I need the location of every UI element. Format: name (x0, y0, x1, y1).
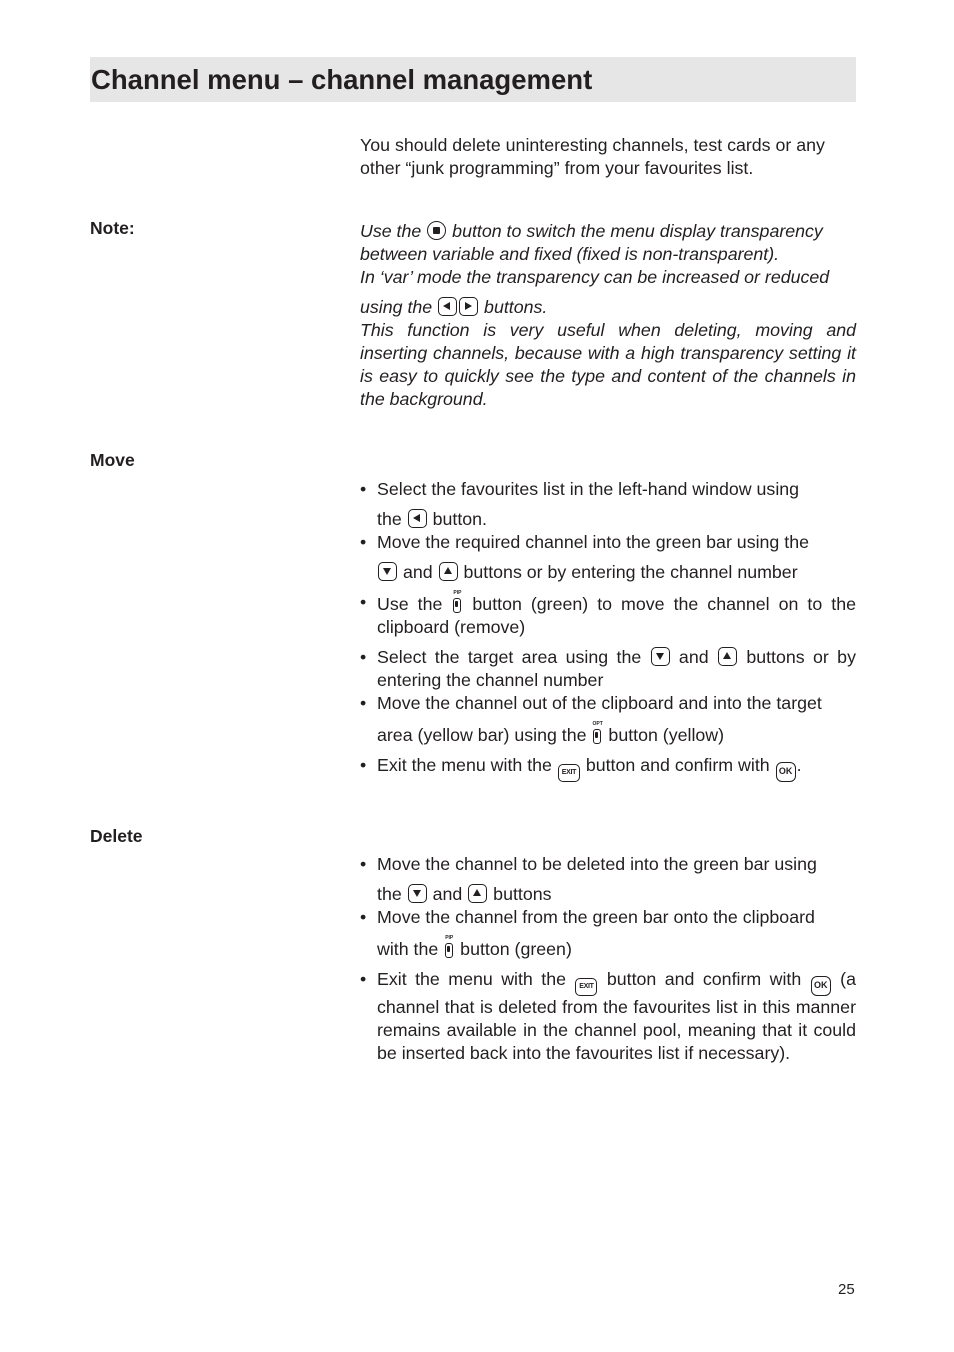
opt-yellow-button-icon: OPT (592, 722, 602, 746)
list-item: • Move the channel to be deleted into the green bar using the and buttons (360, 853, 856, 906)
ok-button-icon: OK (776, 762, 796, 782)
move-label: Move (90, 450, 135, 470)
exit-button-icon: EXIT (558, 764, 580, 782)
note-line: using the buttons. (360, 297, 548, 317)
left-arrow-button-icon (408, 509, 427, 528)
intro-paragraph (360, 134, 856, 180)
list-item: • Move the channel from the green bar onto the clipboard with the PIP button (green) (360, 906, 856, 961)
up-arrow-button-icon (718, 647, 737, 666)
page-title-bar (90, 57, 856, 102)
note-line: Use the button to switch the menu display transparency (360, 221, 823, 241)
note-line: In ‘var’ mode the transparency can be increased or reduced (360, 267, 830, 287)
note-text (360, 220, 856, 411)
down-arrow-button-icon (378, 562, 397, 581)
pip-green-button-icon: PIP (452, 591, 462, 615)
exit-button-icon: EXIT (575, 978, 597, 996)
list-item: • Select the favourites list in the left-hand window using the button. (360, 478, 856, 531)
list-item: • Use the PIP button (green) to move the channel on to the clipboard (remove) (360, 591, 856, 639)
list-item: • Move the channel out of the clipboard and into the target area (yellow bar) using the OPT button (yellow) (360, 692, 856, 747)
intro-text: You should delete uninteresting channels, test cards or any other “junk programming” from your favourites list. (360, 135, 825, 178)
list-item: • Exit the menu with the EXIT button and confirm with OK . (360, 754, 856, 782)
right-arrow-button-icon (459, 297, 478, 316)
move-instructions (360, 478, 856, 782)
up-arrow-button-icon (439, 562, 458, 581)
ok-button-icon: OK (811, 976, 831, 996)
delete-label: Delete (90, 826, 143, 846)
page-number: 25 (838, 1281, 855, 1298)
note-line: between variable and fixed (fixed is non-transparent). (360, 244, 780, 264)
down-arrow-button-icon (408, 884, 427, 903)
list-item: • Select the target area using the and buttons or by entering the channel number (360, 646, 856, 692)
transparency-button-icon (427, 221, 446, 240)
list-item: • Exit the menu with the EXIT button and confirm with OK (a channel that is deleted from the favourites list in this manner remains available in the channel pool, meaning that it could be inserted back into the favourites list if necessary). (360, 968, 856, 1065)
page-title: Channel menu – channel management (91, 64, 593, 95)
up-arrow-button-icon (468, 884, 487, 903)
note-line: This function is very useful when deleting, moving and inserting channels, because with a high transparency setting it is easy to quickly see the type and content of the channels in the background. (360, 320, 856, 409)
pip-green-button-icon: PIP (444, 936, 454, 960)
note-label: Note: (90, 218, 135, 238)
list-item: • Move the required channel into the green bar using the and buttons or by entering the channel number (360, 531, 856, 584)
down-arrow-button-icon (651, 647, 670, 666)
left-arrow-button-icon (438, 297, 457, 316)
delete-instructions (360, 853, 856, 1065)
